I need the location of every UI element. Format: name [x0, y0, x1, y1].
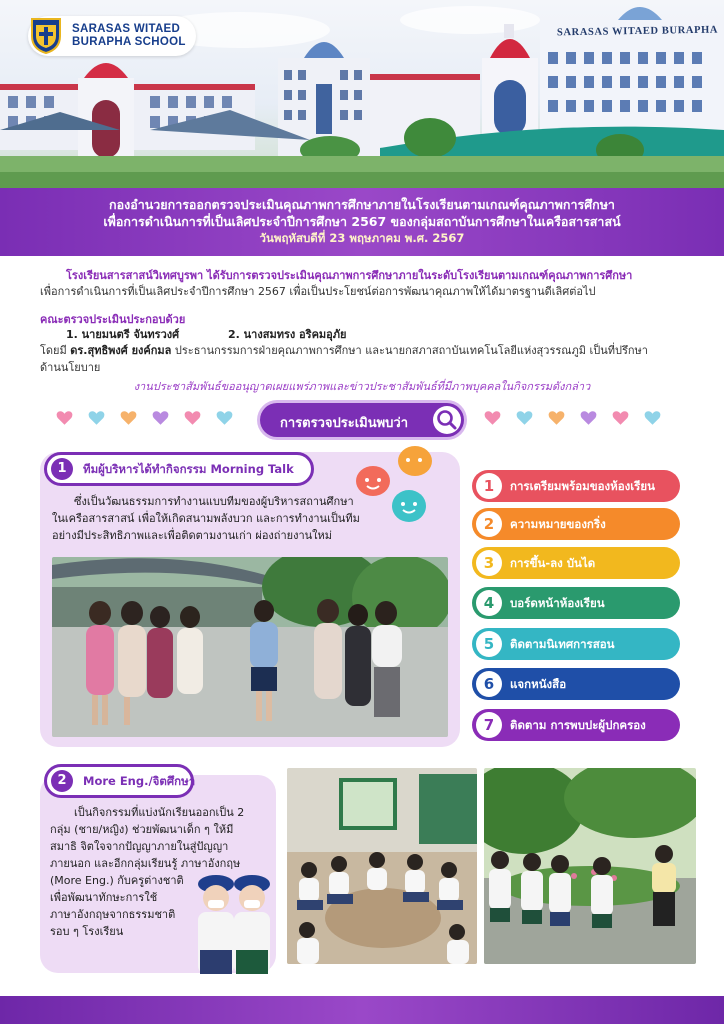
heart-icon: [644, 410, 661, 426]
section2-body-line5: (More Eng.) กับครูต่างชาติ: [50, 874, 184, 887]
title-date: วันพฤหัสบดีที่ 23 พฤษภาคม พ.ศ. 2567: [259, 231, 465, 245]
heart-icon: [56, 410, 73, 426]
finding-label: แจกหนังสือ: [510, 677, 567, 691]
school-buildings-photo: [0, 0, 724, 188]
section2-body-line3: สมาธิ จิตใจจากปัญญาภายในสู่ปัญญา: [50, 840, 229, 853]
section2-body-line6: เพื่อพัฒนาทักษะการใช้: [50, 891, 158, 904]
section2-body-line1: เป็นกิจกรรมที่แบ่งนักเรียนออกเป็น 2: [74, 806, 245, 819]
finding-item: [472, 709, 680, 741]
school-logo-badge: [28, 16, 196, 56]
heart-icon: [484, 410, 501, 426]
finding-item: [472, 587, 680, 619]
section2-body-line7: ภาษาอังกฤษจากธรรมชาติ: [50, 908, 176, 921]
heart-icon: [120, 410, 137, 426]
school-name: [72, 23, 186, 49]
section2-number: 2: [51, 770, 73, 792]
finding-number: 6: [476, 671, 502, 697]
section2-title: More Eng./จิตศึกษา: [83, 774, 196, 788]
finding-label: การขึ้น-ลง บันได: [510, 556, 596, 570]
meditation-class-photo: [287, 768, 477, 964]
finding-number: 1: [476, 473, 502, 499]
title-band: [0, 188, 724, 256]
intro-paragraph: [40, 268, 690, 300]
section1-body: [52, 493, 392, 544]
section2-body-line2: กลุ่ม (ชาย/หญิง) ช่วยพัฒนาเด็ก ๆ ให้มี: [50, 823, 234, 836]
section1-body-line2: ในเครือสารสาสน์ เพื่อให้เกิดสนามพลังบวก และการทำงานเป็นทีม: [52, 512, 360, 525]
finding-label: ความหมายของกริ่ง: [510, 517, 606, 531]
committee-member-1: 1. นายมนตรี จันทรวงศ์: [66, 328, 180, 341]
section2-title-pill: [44, 764, 194, 798]
finding-label: บอร์ดหน้าห้องเรียน: [510, 596, 605, 610]
finding-item: [472, 668, 680, 700]
finding-label: ติดตามนิเทศการสอน: [510, 637, 615, 651]
heart-icon: [580, 410, 597, 426]
finding-number: 5: [476, 631, 502, 657]
heart-icon: [612, 410, 629, 426]
section1-number: 1: [51, 458, 73, 480]
school-name-line1: SARASAS WITAED: [72, 23, 181, 35]
advisor-paragraph: [40, 342, 690, 376]
heart-icon: [516, 410, 533, 426]
finding-number: 7: [476, 712, 502, 738]
committee-member-2: 2. นางสมทรง อริคมอุภัย: [228, 328, 347, 341]
findings-banner-label: การตรวจประเมินพบว่า: [280, 416, 409, 431]
title-line2: เพื่อการดำเนินการที่เป็นเลิศประจำปีการศึกษา 2567 ของกลุ่มสถาบันการศึกษาในเครือสารสาสน์: [103, 214, 621, 229]
heart-icon: [152, 410, 169, 426]
committee-heading: คณะตรวจประเมินประกอบด้วย: [40, 313, 186, 326]
magnifier-icon: [433, 406, 461, 434]
heart-icon: [184, 410, 201, 426]
section2-body-line4: ภายนอก และอีกกลุ่มเรียนรู้ ภาษาอังกฤษ: [50, 857, 241, 870]
advisor-text-line2: ด้านนโยบาย: [40, 361, 101, 374]
finding-item: [472, 470, 680, 502]
footer-bar: [0, 996, 724, 1024]
finding-item: [472, 547, 680, 579]
school-crest-icon: [28, 16, 64, 54]
finding-item: [472, 628, 680, 660]
advisor-name: ดร.สุทธิพงศ์ ยงค์กมล: [70, 344, 172, 357]
finding-number: 2: [476, 511, 502, 537]
heart-icon: [548, 410, 565, 426]
advisor-prefix: โดยมี: [40, 344, 71, 357]
finding-item: [472, 508, 680, 540]
section2-body-line8: รอบ ๆ โรงเรียน: [50, 925, 124, 938]
finding-number: 4: [476, 590, 502, 616]
school-name-line2: BURAPHA SCHOOL: [72, 36, 186, 48]
finding-number: 3: [476, 550, 502, 576]
intro-line1: โรงเรียนสารสาสน์วิเทศบูรพา ได้รับการตรวจประเมินคุณภาพการศึกษาภายในระดับโรงเรียนตามเกณฑ์คุณภาพการศึกษา: [66, 269, 633, 282]
section1-title-pill: [44, 452, 314, 486]
students-cutout-photo: [190, 870, 278, 974]
finding-label: การเตรียมพร้อมของห้องเรียน: [510, 479, 655, 493]
section1-title: ทีมผู้บริหารได้ทำกิจกรรม Morning Talk: [83, 462, 294, 476]
garden-english-class-photo: [484, 768, 696, 964]
heart-icon: [88, 410, 105, 426]
section1-body-line3: อย่างมีประสิทธิภาพและเพื่อติดตามงานเก่า ผ่องถ่ายงานใหม่: [52, 529, 333, 542]
intro-line2: เพื่อการดำเนินการที่เป็นเลิศประจำปีการศึกษา 2567 เพื่อเป็นประโยชน์ต่อการพัฒนาคุณภาพให้ได้มาตรฐานดีเลิศต่อไป: [40, 285, 596, 298]
advisor-text: ประธานกรรมการฝ่ายคุณภาพการศึกษา และนายกสภาสถาบันเทคโนโลยีแห่งสุวรรณภูมิ เป็นที่ปรึกษา: [171, 344, 648, 357]
section1-body-line1: ซึ่งเป็นวัฒนธรรมการทำงานแบบทีมของผู้บริหารสถานศึกษา: [74, 495, 354, 508]
findings-banner: [260, 403, 464, 437]
consent-note: งานประชาสัมพันธ์ขออนุญาตเผยแพร่ภาพและข่าวประชาสัมพันธ์ที่มีภาพบุคคลในกิจกรรมดังกล่าว: [133, 380, 591, 393]
heart-icon: [216, 410, 233, 426]
title-line1: กองอำนวยการออกตรวจประเมินคุณภาพการศึกษาภายในโรงเรียนตามเกณฑ์คุณภาพการศึกษา: [109, 197, 615, 212]
morning-talk-photo: [52, 557, 448, 737]
finding-label: ติดตาม การพบปะผู้ปกครอง: [510, 718, 646, 732]
building-sign-text: SARASAS WITAED BURAPHA: [556, 24, 719, 39]
